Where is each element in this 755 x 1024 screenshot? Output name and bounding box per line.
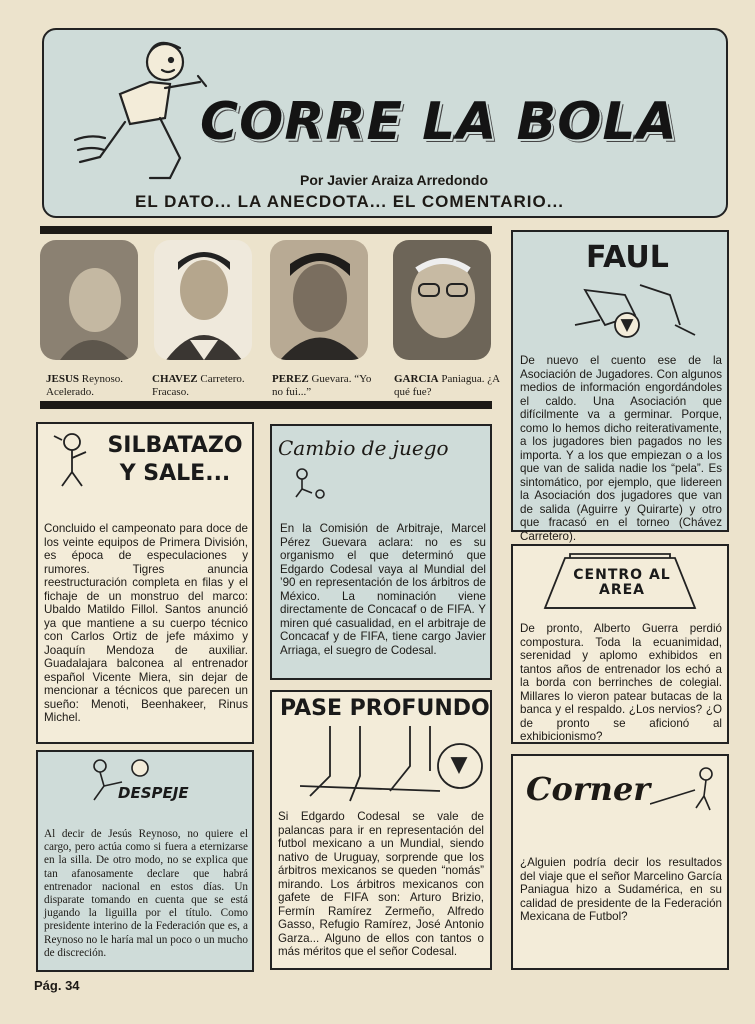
- corner-text: ¿Alguien podría decir los resultados del viaje que el señor Marcelino García Paniagua hizo a Sudamérica, en su calidad de presidente de la Federación Mexicana de Futbol?: [520, 856, 722, 923]
- central-title: CENTRO AL AREA: [573, 567, 671, 598]
- caption-jesus: JESUS Reynoso. Acelerado.: [46, 373, 124, 398]
- silbatazo-title: SILBATAZO Y SALE...: [107, 433, 243, 486]
- corner-flag-icon: [650, 764, 720, 820]
- player-cartoon-icon: [70, 32, 220, 187]
- tagline: EL DATO... LA ANECDOTA... EL COMENTARIO...: [135, 192, 564, 211]
- cambio-text: En la Comisión de Arbitraje, Marcel Pérez Guevara aclara: no es su organismo el que determinó que Edgardo Codesal vaya al Mundial del ’90 en representación de los árbitros de México. La nominación viene directamente de Concacaf o de FIFA. Y miren qué casualidad, en el arbitraje de Concacaf y de FIFA, tiene cargo Javier Arriaga, el suegro de Codesal.: [280, 522, 486, 657]
- whistle-cartoon-icon: [48, 428, 98, 492]
- pase-title: PASE PROFUNDO: [280, 696, 490, 721]
- caption-garcia: GARCIA Paniagua. ¿A qué fue?: [394, 373, 500, 398]
- cambio-title: Cambio de juego: [278, 436, 449, 460]
- despeje-text: Al decir de Jesús Reynoso, no quiere el cargo, pero actúa como si fuera a eternizarse en la silla. De otro modo, no se explica que tan afanosamente declare que habrá entrenador nacional en estos días. Un disparate tomando en cuenta que se está jugando la liguilla por el título. Como presidente interino de la Federación que es, a Reynoso no le haría mal un poco o un mucho de discreción.: [44, 828, 248, 959]
- foul-cartoon-icon: [555, 270, 705, 350]
- page-number: Pág. 34: [34, 978, 80, 993]
- pass-cartoon-icon: [300, 726, 490, 806]
- despeje-title: DESPEJE: [118, 784, 189, 802]
- caption-perez: PEREZ Guevara. “Yo no fui...”: [272, 373, 372, 398]
- photo-chavez-carretero: [154, 240, 252, 360]
- silbatazo-text: Concluido el campeonato para doce de los veinte equipos de Primera División, es época de especulaciones y rumores. Tigres anuncia reestructuración completa en filas y el fichaje de un monstruo del marco: Ubaldo Matildo Fillol. Santos anunció ya que mantiene a su cuerpo técnico con Carlos Ortiz de jefe máximo y Joaquín Mendoza de auxiliar. Guadalajara balconea al entrenador español Vicente Miera, sin dejar de mencionar a técnicos que parecen un sueño: Menoti, Beenhakeer, Rinus Michel.: [44, 522, 248, 724]
- central-text: De pronto, Alberto Guerra perdió compostura. Toda la ecuanimidad, serenidad y aplomo exhibidos en tantos años de entrenador los echó a la borda con berrinches de colegial. Millares lo vieron patear butacas de la banca y el respaldo. ¿Los nervios? ¿O de pronto se aficionó al exhibicionismo?: [520, 622, 722, 743]
- page-title: CORRE LA BOLA: [200, 92, 678, 152]
- faul-text: De nuevo el cuento ese de la Asociación de Jugadores. Con algunos medios de información engordándoles el caldo. Una Asociación que difícilmente va a germinar. Porque, como lo hemos dicho reiterativamente, a los jugadores bien pagados no les importa. Y a los que empiezan o a los que van de salida nadie los “pela”. Es sintomático, por ejemplo, que lidereen la Asociación dos jugadores que van de salida (Aguirre y Quirarte) y otro que fracasó en el torneo (Chávez Carretero).: [520, 354, 722, 543]
- photo-jesus-reynoso: [40, 240, 138, 360]
- pase-text: Si Edgardo Codesal se vale de palancas para ir en representación del futbol mexicano a un Mundial, siendo nativo de Uruguay, sorprende que los árbitros mexicanos se queden “nomás” mirando. Los árbitros mexicanos con gafete de FIFA son: Arturo Brizio, Fermín Ramírez Zermeño, Alfredo Gasso, Refugio Ramírez, José Antonio Garza... Alguno de ellos con tantos o más méritos que el señor Codesal.: [278, 810, 484, 958]
- divider-bottom: [40, 401, 492, 409]
- caption-chavez: CHAVEZ Carretero. Fracaso.: [152, 373, 245, 398]
- photo-garcia-paniagua: [393, 240, 491, 360]
- kick-cartoon-icon: [288, 466, 328, 500]
- corner-title: Corner: [526, 770, 651, 808]
- byline: Por Javier Araiza Arredondo: [300, 172, 489, 188]
- divider-top: [40, 226, 492, 234]
- faul-title: FAUL: [586, 240, 669, 275]
- photo-perez-guevara: [270, 240, 368, 360]
